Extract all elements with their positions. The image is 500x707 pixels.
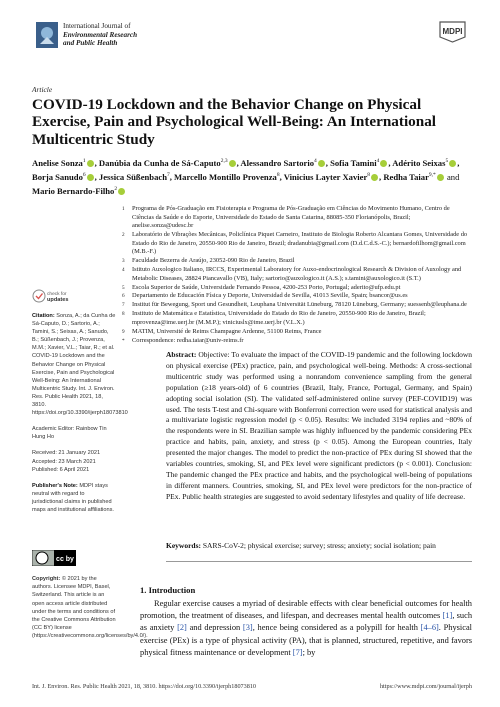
affiliation-item: 7 Institut für Bewegung, Sport und Gesundheit, Leuphana Universität Lüneburg, 78120 Lüneburg, Germany; suessenb@leuphana.de [122,301,467,309]
cc-by-license-icon[interactable] [32,550,76,566]
journal-logo-icon [36,22,58,48]
article-type: Article [32,85,53,94]
affiliation-item: 2 Laboratório de Vibrações Mecânicas, Policlínica Piquet Carneiro, Instituto de Biologia Roberto Alcantara Gomes, Universidade do Estado do Rio de Janeiro, 20550-900 Rio de Janeiro, Brazil; dradanubia@gmail.com (D.d.C.d.S.-C.); bernardofilhom@gmail.com (M.B.-F.) [122,231,468,256]
author-name[interactable]: Redha Taiar [383,171,429,182]
author-list: Anelise Sonza$^1$ , Danúbia da Cunha de Sá-Caputo$^{2,3}$ , Alessandro Sartorio$^4$ , Sofia Tamini$^4$ , Adérito Seixas$^5$ , Borja Sanudo$^6$ , Jessica Süßenbach$^7$, Marcello Montillo Provenza$^8$, Vinicius Layter Xavier$^8$ , Redha Taiar$^{9,*}$ and Mario Bernardo-Filho$^2$ [32,157,460,196]
author-name[interactable]: Marcello Montillo Provenza [174,171,277,182]
mdpi-logo-icon [436,20,469,44]
section-divider [166,561,472,562]
orcid-icon[interactable] [380,160,387,167]
svg-text:check for: check for [47,292,67,297]
publisher-note: Publisher's Note: MDPI stays neutral with regard to jurisdictional claims in published maps and institutional affiliations. [32,482,114,513]
citation-link[interactable]: [7] [292,647,303,657]
footer-citation[interactable]: Int. J. Environ. Res. Public Health 2021, 18, 3810. https://doi.org/10.3390/ijerph18073810 [32,683,257,690]
affiliation-item: 3 Faculdade Bezerra de Araújo, 23052-090 Rio de Janeiro, Brazil [122,257,295,265]
author-name[interactable]: Adérito Seixas [392,157,446,168]
svg-text:updates: updates [47,297,69,303]
keywords: Keywords: SARS-CoV-2; physical exercise; survey; stress; anxiety; social isolation; pain [166,541,436,550]
author-name[interactable]: Borja Sanudo [32,171,83,182]
author-name[interactable]: Vinicius Layter Xavier [283,171,368,182]
page-footer [32,683,472,690]
orcid-icon[interactable] [87,174,94,181]
academic-editor: Academic Editor: Rainbow Tin Hung Ho [32,426,107,441]
affiliations [122,205,472,345]
orcid-icon[interactable] [449,160,456,167]
orcid-icon[interactable] [229,160,236,167]
orcid-icon[interactable] [87,160,94,167]
affiliation-item: 1 Programa de Pós-Graduação em Fisioterapia e Programa de Pós-Graduação em Ciências do Movimento Humano, Centro de Ciências da Saúde e do Esporte, Universidade do Estado de Santa Catarina, 88085-350 Florianópolis, Brazil; anelise.sonza@udesc.br [122,205,450,230]
author-name[interactable]: Danúbia da Cunha de Sá-Caputo [98,157,221,168]
journal-name: International Journal of Environmental Research and Public Health [63,22,138,48]
abstract: Abstract: Objective: To evaluate the impact of the COVID-19 pandemic and the following lockdown on physical exercise (PEx) practice, pain, and psychological well-being. Methods: A cross-sectional multicentric study was performed using a nonrandom convenience sampling from the general population (≥18 years-old) of 6 countries (Brazil, Italy, France, Portugal, Germany, and Spain) adopting social isolation (SI). The validated self-administered online survey (PEF-COVID19) was used. The tests T-test and Chi-square with Bonferroni correction were used for statistical analysis and a multivariate logistic regression model (p < 0.05). Results: We included 3194 replies and ~80% of the respondents were in SI. Brazilian sample was highly influenced by the pandemic considering PEx practice and habits, pain, anxiety, and stress (p < 0.05). Among the European countries, Italy presented the major changes. The model to predict the non-practice of PEx during SI showed that the variables countries, smoking, SI, and PEx level were significant predictors (p < 0.001). Conclusion: The pandemic changed the PEx practice and habits, and the psychological well-being of populations in different manners. Countries, smoking, SI, and PEx level were predictors for the non-practice of PEx. Public health strategies are suggested to avoid sedentary lifestyles and quality of life decrease. [166,350,473,501]
author-name[interactable]: Alessandro Sartorio [240,157,315,168]
affiliation-item: 6 Departamento de Educación Física y Deporte, Universidad de Sevilla, 41013 Seville, Spain; bsancor@us.es [122,292,408,300]
author-name[interactable]: Jessica Süßenbach [98,171,167,182]
affiliation-item: 9 MATIM, Université de Reims Champagne Ardenne, 51100 Reims, France [122,327,322,335]
svg-text:MDPI: MDPI [442,27,463,36]
orcid-icon[interactable] [371,174,378,181]
orcid-icon[interactable] [118,188,125,195]
correspondence: * Correspondence: redha.taiar@univ-reims.fr [122,336,244,344]
affiliation-item: 4 Istituto Auxologico Italiano, IRCCS, Experimental Laboratory for Auxo-endocrinological Research & Division of Auxology and Metabolic Diseases, 28824 Piancavallo (VB), Italy; sartorio@auxologico.it (A.S.); s.tamini@auxologico.it (S.T.) [122,266,462,282]
citation-link[interactable]: [4–6] [420,623,439,633]
dates-block: Received: 21 January 2021 Accepted: 23 March 2021 Published: 6 April 2021 [32,450,101,473]
author-name[interactable]: Mario Bernardo-Filho [32,185,115,196]
orcid-icon[interactable] [318,160,325,167]
affiliation-item: 5 Escola Superior de Saúde, Universidade Fernando Pessoa, 4200-253 Porto, Portugal; aderito@ufp.edu.pt [122,283,401,291]
footer-journal-link[interactable]: https://www.mdpi.com/journal/ijerph [379,683,472,690]
author-name[interactable]: Anelise Sonza [32,157,83,168]
citation-link[interactable]: [2] [177,623,187,633]
citation-block: Citation: Sonza, A.; da Cunha de Sá-Caputo, D.; Sartorio, A.; Tamini, S.; Seixas, A.; Sanudo, B.; Süßenbach, J.; Provenza, M.M.; Xavier, V.L.; Taiar, R.; et al. COVID-19 Lockdown and the Behavior Change on Physical Exercise, Pain and Psychological Well-Being: An International Multicentric Study. Int. J. Environ. Res. Public Health 2021, 18, 3810. https://doi.org/10.3390/ijerph18073810 [32,313,128,417]
check-for-updates-button[interactable] [32,288,76,304]
section-heading: 1. Introduction [140,585,196,595]
orcid-icon[interactable] [437,174,444,181]
article-title: COVID-19 Lockdown and the Behavior Change on Physical Exercise, Pain and Psychological Well-Being: An International Multicentric Study [32,96,437,148]
sidebar-info [32,312,128,522]
copyright-notice: Copyright: © 2021 by the authors. Licensee MDPI, Basel, Switzerland. This article is an open access article distributed under the terms and conditions of the Creative Commons Attribution (CC BY) license (https://creativecommons.org/licenses/by/4.0/). [32,576,148,640]
svg-text:cc by: cc by [56,556,74,563]
author-name[interactable]: Sofia Tamini [330,157,377,168]
introduction-text: Regular exercise causes a myriad of desirable effects with clear beneficial outcomes for health promotion, the treatment of diseases, and lifespan, and decreases mental health outcomes [1], such as anxiety [2] and depression [3], hence being considered as a polypill for health [4–6]. Physical exercise (PEx) is a type of physical activity (PA), that is planned, structured, repetitive, and favors physical fitness maintenance or development [7]; by [140,599,473,657]
affiliation-item: 8 Instituto de Matemática e Estatística, Universidade do Estado do Rio de Janeiro, 20550-900 Rio de Janeiro, Brazil; mprovenza@ime.uerj.br (M.M.P.); viniciuslx@ime.uerj.br (V.L.X.) [122,310,426,326]
citation-link[interactable]: [1] [442,611,453,621]
citation-link[interactable]: [3] [242,623,253,633]
